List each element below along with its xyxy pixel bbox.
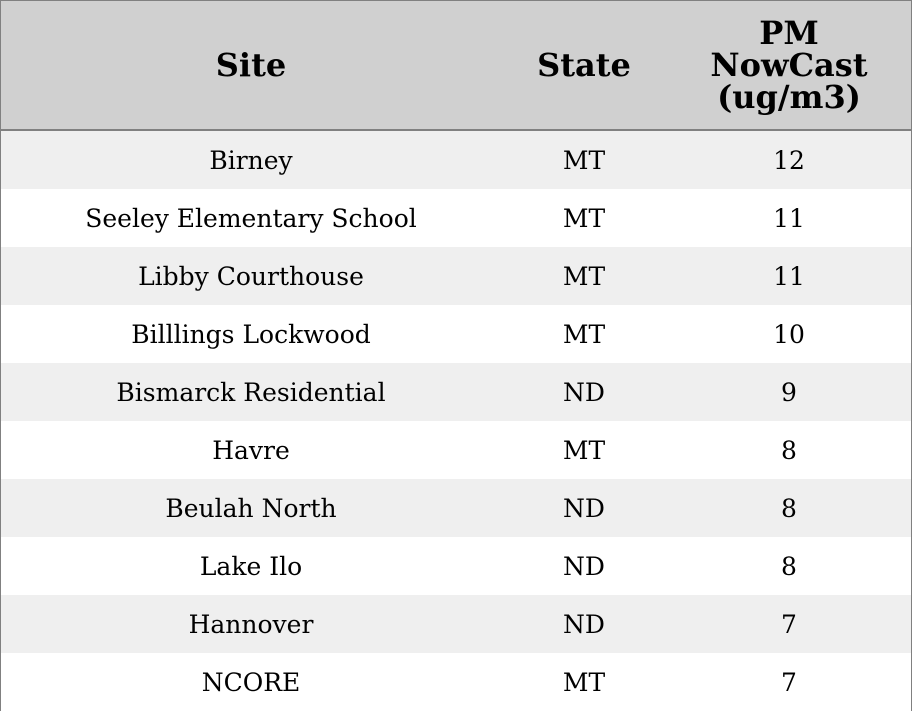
column-header-pm-nowcast <box>667 1 911 129</box>
cell-state: MT <box>562 145 606 175</box>
table-row <box>1 131 911 189</box>
table-row <box>1 653 911 711</box>
cell-pm-nowcast: 8 <box>781 551 797 581</box>
cell-pm-nowcast: 11 <box>773 261 805 291</box>
cell-pm-nowcast: 7 <box>781 667 797 697</box>
cell-site: Birney <box>209 145 293 175</box>
table-row <box>1 479 911 537</box>
table-row <box>1 421 911 479</box>
cell-site: NCORE <box>201 667 301 697</box>
cell-site: Beulah North <box>165 493 337 523</box>
table-row <box>1 247 911 305</box>
table-row <box>1 305 911 363</box>
table-body <box>1 131 911 711</box>
cell-site: Seeley Elementary School <box>85 203 417 233</box>
cell-pm-nowcast: 8 <box>781 493 797 523</box>
cell-pm-nowcast: 7 <box>781 609 797 639</box>
cell-state: ND <box>563 493 605 523</box>
table-row <box>1 537 911 595</box>
cell-site: Lake Ilo <box>199 551 303 581</box>
cell-pm-nowcast: 10 <box>773 319 805 349</box>
cell-state: ND <box>563 609 605 639</box>
cell-pm-nowcast: 9 <box>781 377 797 407</box>
cell-state: MT <box>562 261 606 291</box>
cell-pm-nowcast: 12 <box>773 145 805 175</box>
cell-site: Hannover <box>188 609 314 639</box>
cell-site: Libby Courthouse <box>138 261 364 291</box>
table-row <box>1 189 911 247</box>
cell-state: MT <box>562 319 606 349</box>
column-header-site: Site <box>215 46 287 84</box>
cell-state: ND <box>563 551 605 581</box>
cell-site: Billlings Lockwood <box>131 319 371 349</box>
cell-pm-nowcast: 11 <box>773 203 805 233</box>
column-header-state: State <box>537 46 631 84</box>
table-row <box>1 363 911 421</box>
cell-site: Havre <box>212 435 290 465</box>
table-header <box>1 1 911 131</box>
cell-state: MT <box>562 667 606 697</box>
cell-state: MT <box>562 435 606 465</box>
cell-site: Bismarck Residential <box>116 377 386 407</box>
cell-state: ND <box>563 377 605 407</box>
cell-pm-nowcast: 8 <box>781 435 797 465</box>
cell-state: MT <box>562 203 606 233</box>
table-row <box>1 595 911 653</box>
column-header-pm-nowcast-label: PM NowCast (ug/m3) <box>710 14 868 116</box>
